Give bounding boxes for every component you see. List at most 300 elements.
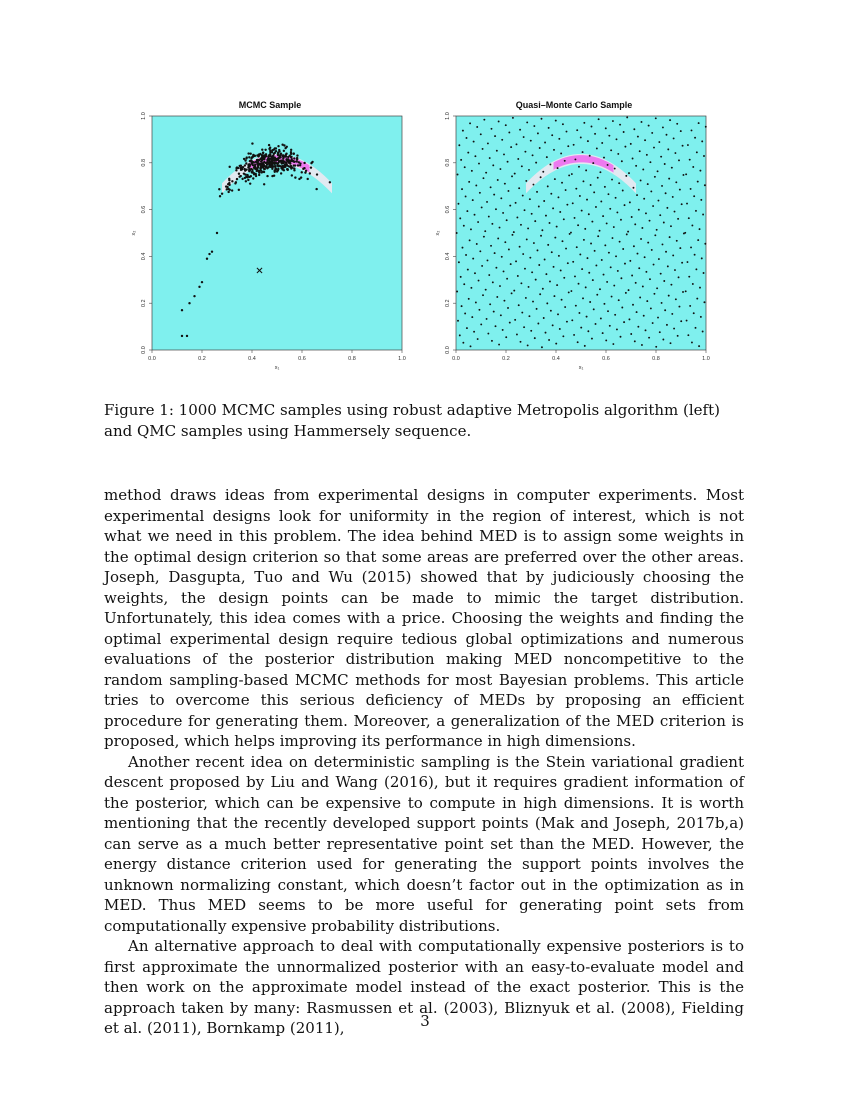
sample-point (488, 274, 490, 276)
sample-point (279, 153, 281, 155)
x-tick-label: 0.6 (298, 356, 306, 362)
sample-point (536, 191, 538, 193)
sample-point (496, 150, 498, 152)
sample-point (663, 280, 665, 282)
sample-point (188, 302, 190, 304)
sample-point (699, 228, 701, 230)
sample-point (625, 292, 627, 294)
sample-point (549, 163, 551, 165)
sample-point (257, 165, 259, 167)
sample-point (290, 149, 292, 151)
sample-point (487, 333, 489, 335)
sample-point (574, 275, 576, 277)
sample-point (516, 334, 518, 336)
sample-point (287, 158, 289, 160)
sample-point (624, 204, 626, 206)
sample-point (695, 210, 697, 212)
sample-point (631, 216, 633, 218)
sample-point (283, 150, 285, 152)
sample-point (258, 154, 260, 156)
sample-point (621, 160, 623, 162)
sample-point (491, 128, 493, 130)
sample-point (657, 170, 659, 172)
sample-point (664, 309, 666, 311)
sample-point (519, 246, 521, 248)
sample-point (458, 261, 460, 263)
sample-point (574, 217, 576, 219)
sample-point (572, 202, 574, 204)
sample-point (694, 137, 696, 139)
sample-point (556, 284, 558, 286)
sample-point (693, 195, 695, 197)
sample-point (513, 290, 515, 292)
sample-point (310, 166, 312, 168)
sample-point (678, 159, 680, 161)
y-tick-label: 0.8 (445, 158, 451, 167)
sample-point (265, 165, 267, 167)
sample-point (629, 201, 631, 203)
sample-point (481, 206, 483, 208)
sample-point (281, 168, 283, 170)
sample-point (522, 253, 524, 255)
sample-point (665, 251, 667, 253)
sample-point (505, 336, 507, 338)
sample-point (527, 227, 529, 229)
sample-point (563, 218, 565, 220)
sample-point (670, 225, 672, 227)
sample-point (470, 287, 472, 289)
sample-point (270, 166, 272, 168)
sample-point (246, 175, 248, 177)
sample-point (536, 308, 538, 310)
sample-point (493, 311, 495, 313)
sample-point (280, 172, 282, 174)
sample-point (691, 225, 693, 227)
sample-point (475, 302, 477, 304)
sample-point (315, 188, 317, 190)
sample-point (661, 302, 663, 304)
sample-point (461, 305, 463, 307)
sample-point (290, 156, 292, 158)
sample-point (651, 249, 653, 251)
sample-point (482, 148, 484, 150)
sample-point (206, 258, 208, 260)
sample-point (484, 230, 486, 232)
sample-point (302, 168, 304, 170)
sample-point (186, 335, 188, 337)
sample-point (637, 253, 639, 255)
sample-point (491, 340, 493, 342)
y-tick-label: 0.8 (141, 158, 147, 167)
sample-point (249, 153, 251, 155)
sample-point (543, 317, 545, 319)
sample-point (563, 277, 565, 279)
sample-point (492, 281, 494, 283)
sample-point (499, 285, 501, 287)
sample-point (559, 328, 561, 330)
sample-point (262, 162, 264, 164)
sample-point (649, 220, 651, 222)
sample-point (529, 257, 531, 259)
sample-point (556, 226, 558, 228)
sample-point (268, 144, 270, 146)
sample-point (483, 236, 485, 238)
sample-point (688, 217, 690, 219)
sample-point (553, 149, 555, 151)
sample-point (303, 162, 305, 164)
sample-point (642, 169, 644, 171)
sample-point (494, 135, 496, 137)
sample-point (689, 159, 691, 161)
sample-point (266, 159, 268, 161)
sample-point (251, 163, 253, 165)
sample-point (567, 262, 569, 264)
sample-point (608, 193, 610, 195)
sample-point (549, 280, 551, 282)
sample-point (489, 303, 491, 305)
sample-point (520, 224, 522, 226)
sample-point (659, 331, 661, 333)
sample-point (307, 178, 309, 180)
y-axis-label: x₂ (435, 230, 441, 236)
sample-point (221, 193, 223, 195)
sample-point (528, 315, 530, 317)
sample-point (279, 160, 281, 162)
sample-point (700, 316, 702, 318)
sample-point (651, 132, 653, 134)
sample-point (544, 142, 546, 144)
sample-point (466, 210, 468, 212)
sample-point (607, 164, 609, 166)
sample-point (545, 215, 547, 217)
sample-point (588, 272, 590, 274)
sample-point (604, 186, 606, 188)
sample-point (255, 175, 257, 177)
sample-point (293, 153, 295, 155)
sample-point (231, 189, 233, 191)
sample-point (456, 232, 458, 234)
sample-point (576, 129, 578, 131)
sample-point (666, 324, 668, 326)
sample-point (687, 144, 689, 146)
sample-point (478, 280, 480, 282)
sample-point (252, 154, 254, 156)
sample-point (581, 210, 583, 212)
sample-point (596, 294, 598, 296)
sample-point (632, 304, 634, 306)
sample-point (286, 164, 288, 166)
sample-point (582, 297, 584, 299)
sample-point (274, 157, 276, 159)
sample-point (471, 316, 473, 318)
sample-point (260, 166, 262, 168)
sample-point (514, 319, 516, 321)
sample-point (681, 203, 683, 205)
sample-point (605, 127, 607, 129)
sample-point (511, 175, 513, 177)
sample-point (561, 182, 563, 184)
sample-point (485, 289, 487, 291)
sample-point (638, 267, 640, 269)
sample-point (650, 307, 652, 309)
sample-point (304, 171, 306, 173)
sample-point (522, 195, 524, 197)
sample-point (666, 134, 668, 136)
sample-point (573, 144, 575, 146)
sample-point (493, 194, 495, 196)
sample-point (672, 196, 674, 198)
sample-point (628, 172, 630, 174)
sample-point (465, 195, 467, 197)
x-tick-label: 0.0 (148, 356, 156, 362)
sample-point (236, 178, 238, 180)
sample-point (515, 202, 517, 204)
sample-point (528, 286, 530, 288)
sample-point (673, 137, 675, 139)
y-tick-label: 1.0 (445, 112, 451, 120)
sample-point (473, 141, 475, 143)
sample-point (616, 211, 618, 213)
sample-point (557, 313, 559, 315)
sample-point (597, 235, 599, 237)
sample-point (250, 168, 252, 170)
sample-point (564, 160, 566, 162)
sample-point (676, 123, 678, 125)
sample-point (277, 164, 279, 166)
sample-point (582, 151, 584, 153)
sample-point (298, 178, 300, 180)
sample-point (699, 287, 701, 289)
figure-1 (120, 96, 730, 386)
sample-point (687, 334, 689, 336)
sample-point (656, 229, 658, 231)
sample-point (609, 325, 611, 327)
sample-point (532, 154, 534, 156)
sample-point (640, 238, 642, 240)
sample-point (296, 154, 298, 156)
sample-point (472, 199, 474, 201)
sample-point (534, 220, 536, 222)
sample-point (584, 345, 586, 347)
sample-point (492, 164, 494, 166)
sample-point (625, 175, 627, 177)
sample-point (244, 168, 246, 170)
sample-point (537, 132, 539, 134)
sample-point (642, 286, 644, 288)
sample-point (529, 198, 531, 200)
sample-point (570, 232, 572, 234)
sample-point (495, 208, 497, 210)
sample-point (526, 121, 528, 123)
sample-point (225, 185, 227, 187)
sample-point (587, 257, 589, 259)
sample-point (620, 277, 622, 279)
sample-point (546, 156, 548, 158)
sample-point (517, 158, 519, 160)
sample-point (495, 267, 497, 269)
sample-point (681, 262, 683, 264)
sample-point (662, 243, 664, 245)
sample-point (504, 241, 506, 243)
sample-point (639, 150, 641, 152)
sample-point (624, 146, 626, 148)
sample-point (459, 334, 461, 336)
x-tick-label: 0.6 (602, 356, 610, 362)
sample-point (271, 175, 273, 177)
sample-point (265, 153, 267, 155)
sample-point (181, 335, 183, 337)
sample-point (600, 318, 602, 320)
sample-point (611, 296, 613, 298)
sample-point (539, 293, 541, 295)
sample-point (235, 181, 237, 183)
sample-point (555, 343, 557, 345)
sample-point (239, 165, 241, 167)
sample-point (610, 149, 612, 151)
sample-point (633, 187, 635, 189)
sample-point (483, 119, 485, 121)
sample-point (635, 282, 637, 284)
sample-point (502, 212, 504, 214)
sample-point (268, 148, 270, 150)
sample-point (472, 258, 474, 260)
sample-point (698, 345, 700, 347)
sample-point (245, 180, 247, 182)
sample-point (570, 290, 572, 292)
sample-point (571, 173, 573, 175)
chart-title: MCMC Sample (238, 100, 302, 110)
sample-point (506, 219, 508, 221)
mcmc-sample-plot (120, 96, 420, 386)
sample-point (251, 160, 253, 162)
sample-point (247, 179, 249, 181)
sample-point (703, 301, 705, 303)
sample-point (548, 127, 550, 129)
sample-point (508, 132, 510, 134)
sample-point (480, 133, 482, 135)
x-axis-label: x₁ (274, 365, 280, 371)
sample-point (476, 126, 478, 128)
sample-point (462, 130, 464, 132)
sample-point (464, 312, 466, 314)
sample-point (227, 191, 229, 193)
x-tick-label: 0.2 (502, 356, 510, 362)
sample-point (623, 131, 625, 133)
sample-point (578, 312, 580, 314)
sample-point (660, 156, 662, 158)
sample-point (678, 306, 680, 308)
sample-point (627, 231, 629, 233)
sample-point (569, 233, 571, 235)
sample-point (273, 153, 275, 155)
sample-point (296, 157, 298, 159)
sample-point (557, 167, 559, 169)
sample-point (630, 333, 632, 335)
sample-point (520, 341, 522, 343)
sample-point (533, 242, 535, 244)
sample-point (558, 196, 560, 198)
sample-point (243, 172, 245, 174)
sample-point (496, 296, 498, 298)
sample-point (696, 298, 698, 300)
sample-point (593, 191, 595, 193)
sample-point (476, 243, 478, 245)
sample-point (653, 264, 655, 266)
sample-point (277, 158, 279, 160)
sample-point (676, 240, 678, 242)
sample-point (689, 305, 691, 307)
sample-point (623, 321, 625, 323)
sample-point (686, 203, 688, 205)
sample-point (316, 173, 318, 175)
sample-point (515, 260, 517, 262)
sample-point (674, 152, 676, 154)
sample-point (461, 188, 463, 190)
sample-point (648, 125, 650, 127)
y-tick-label: 0.0 (141, 346, 147, 354)
sample-point (537, 323, 539, 325)
sample-point (469, 239, 471, 241)
sample-point (699, 170, 701, 172)
sample-point (552, 324, 554, 326)
sample-point (603, 157, 605, 159)
sample-point (235, 169, 237, 171)
sample-point (644, 139, 646, 141)
sample-point (660, 273, 662, 275)
sample-point (568, 291, 570, 293)
sample-point (271, 149, 273, 151)
sample-point (518, 187, 520, 189)
sample-point (611, 179, 613, 181)
sample-point (703, 155, 705, 157)
sample-point (193, 295, 195, 297)
sample-point (574, 158, 576, 160)
sample-point (238, 176, 240, 178)
sample-point (282, 165, 284, 167)
sample-point (566, 204, 568, 206)
sample-point (470, 345, 472, 347)
sample-point (645, 329, 647, 331)
sample-point (602, 215, 604, 217)
sample-point (290, 165, 292, 167)
sample-point (486, 318, 488, 320)
sample-point (284, 147, 286, 149)
sample-point (694, 254, 696, 256)
sample-point (329, 181, 331, 183)
sample-point (622, 248, 624, 250)
sample-point (535, 279, 537, 281)
sample-point (643, 315, 645, 317)
sample-point (576, 246, 578, 248)
sample-point (216, 232, 218, 234)
sample-point (671, 167, 673, 169)
sample-point (526, 238, 528, 240)
sample-point (690, 246, 692, 248)
sample-point (489, 157, 491, 159)
sample-point (633, 128, 635, 130)
sample-point (647, 183, 649, 185)
sample-point (508, 249, 510, 251)
sample-point (481, 265, 483, 267)
sample-point (616, 328, 618, 330)
sample-point (285, 154, 287, 156)
sample-point (639, 296, 641, 298)
sample-point (653, 147, 655, 149)
sample-point (261, 171, 263, 173)
sample-point (466, 137, 468, 139)
sample-point (226, 188, 228, 190)
sample-point (620, 336, 622, 338)
